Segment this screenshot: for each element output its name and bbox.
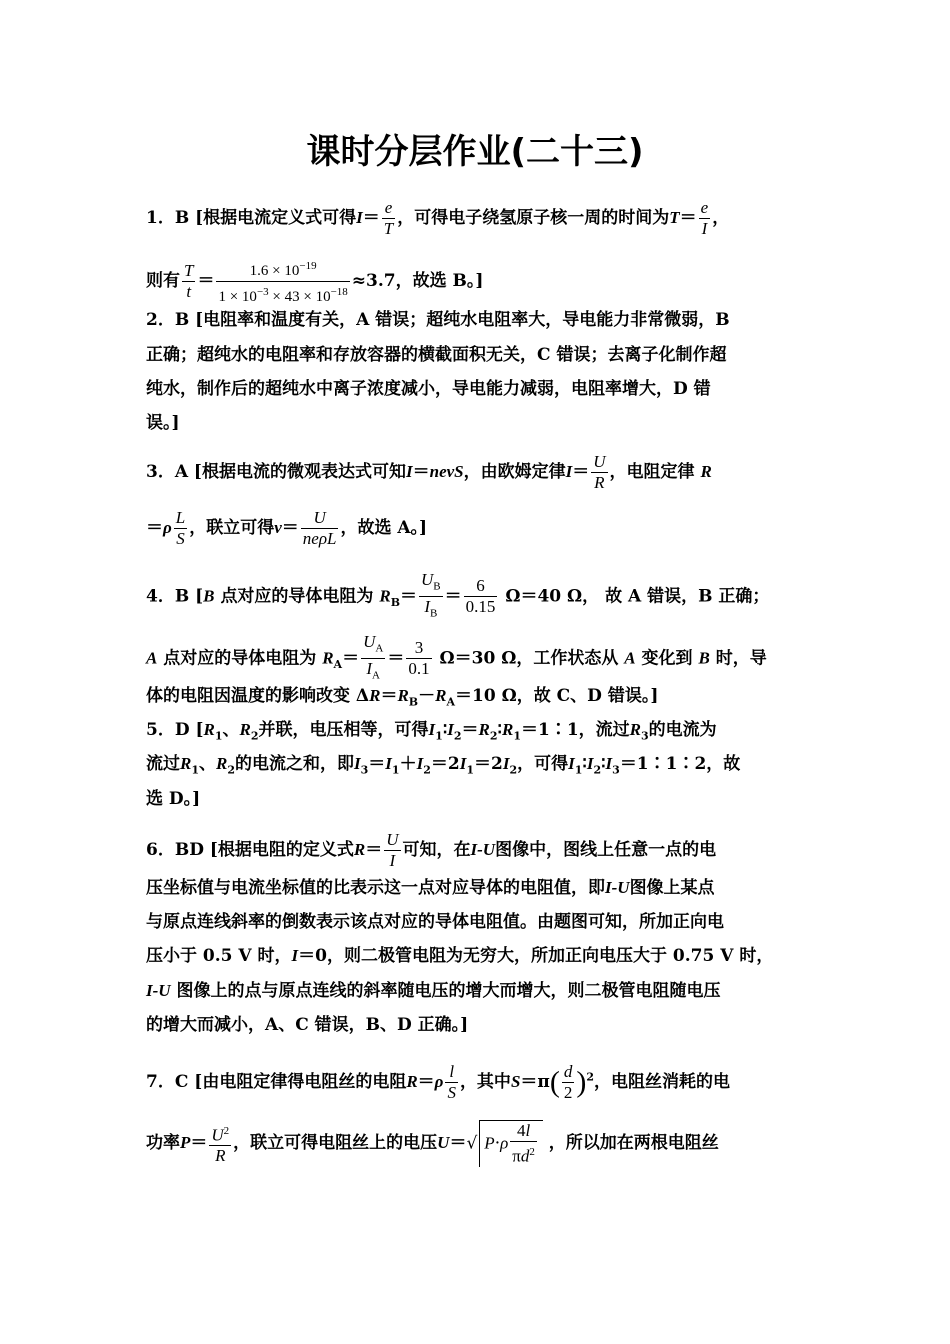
q1-line-1: 1．B [根据电流定义式可得I＝ $\frac{e}{T}$ ，可得电子绕氢原子核一周的时间为T＝ $\frac{e}{I}$ ， [146, 198, 730, 238]
q6-line-5: I-U 图像上的点与原点连线的斜率随电压的增大而增大，则二极管电阻随电压 [146, 981, 721, 1001]
q2-line-2: 正确；超纯水的电阻率和存放容器的横截面积无关，C 错误；去离子化制作超 [146, 345, 727, 365]
q6-line-2: 压坐标值与电流坐标值的比表示这一点对应导体的电阻值，即I-U图像上某点 [146, 878, 715, 898]
q6-line-3: 与原点连线斜率的倒数表示该点对应的导体电阻值。由题图可知，所加正向电 [146, 912, 724, 932]
q7-line-2: 功率P＝ $\frac{U^2}{R}$ ，联立可得电阻丝上的电压U＝√ P·ρ $\frac{4l}{\pi d^2}$ ，所以加在两根电阻丝 [146, 1121, 719, 1166]
q5-line-1: 5．D [$R_1$、$R_2$并联，电压相等，可得$I_1∶I_2=R_2∶R_1=1∶1$，流过$R_3$的电流为 [146, 720, 717, 743]
q2-line-3: 纯水，制作后的超纯水中离子浓度减小，导电能力减弱，电阻率增大，D 错 [146, 379, 711, 399]
page-title: 课时分层作业(二十三) [306, 132, 644, 172]
q5-line-3: 选 D。] [146, 789, 201, 809]
q4-line-3: 体的电阻因温度的影响改变 $\Delta R=R_B-R_A=10$ Ω，故 C、D 错误。] [146, 686, 659, 709]
q3-line-1: 3．A [根据电流的微观表达式可知I＝nevS，由欧姆定律I＝ $\frac{U}{R}$ ，电阻定律 R [146, 452, 712, 492]
q4-line-1: 4．B [B 点对应的导体电阻为 $R_B=$ $\frac{U_B}{I_B}$ ＝ $\frac{6}{0.15}$ Ω＝40 Ω， 故 A 错误，B 正确； [146, 570, 770, 620]
q7-line-1: 7．C [由电阻定律得电阻丝的电阻R＝ρ $\frac{l}{S}$ ，其中S＝π( $\frac{d}{2}$ )$^2$，电阻丝消耗的电 [146, 1062, 731, 1102]
q2-line-4: 误。] [146, 413, 180, 433]
q3-line-2: ＝ρ $\frac{L}{S}$ ，联立可得v＝ $\frac{U}{\text{neρL}}$ ，故选 A。] [146, 508, 428, 548]
sqrt-expression: √ P·ρ $\frac{4l}{\pi d^2}$ [466, 1120, 542, 1167]
q2-line-1: 2．B [电阻率和温度有关，A 错误；超纯水电阻率大，导电能力非常微弱，B [146, 310, 730, 330]
q6-line-1: 6．BD [根据电阻的定义式R＝ $\frac{U}{I}$ 可知，在I-U图像中，图线上任意一点的电 [146, 830, 717, 870]
q1-line-2: 则有 $\frac{T}{t}$ ＝ $\frac{1.6 \times 10^{-19}}{1 \times 10^{-3} \times 43 \times 10^{-18}}$ ≈3.7，故选 B。] [146, 256, 483, 307]
q5-line-2: 流过$R_1$、$R_2$的电流之和，即$I_3=I_1+I_2=2I_1=2I_2$，可得$I_1∶I_2∶I_3=1∶1∶2$，故 [146, 754, 741, 777]
q6-line-6: 的增大而减小，A、C 错误，B、D 正确。] [146, 1015, 469, 1035]
q6-line-4: 压小于 0.5 V 时，I＝0，则二极管电阻为无穷大，所加正向电压大于 0.75 V 时， [146, 946, 774, 966]
q4-line-2: A 点对应的导体电阻为 $R_A=$ $\frac{U_A}{I_A}$ ＝ $\frac{3}{0.1}$ Ω＝30 Ω，工作状态从 A 变化到 B 时，导 [146, 632, 767, 682]
